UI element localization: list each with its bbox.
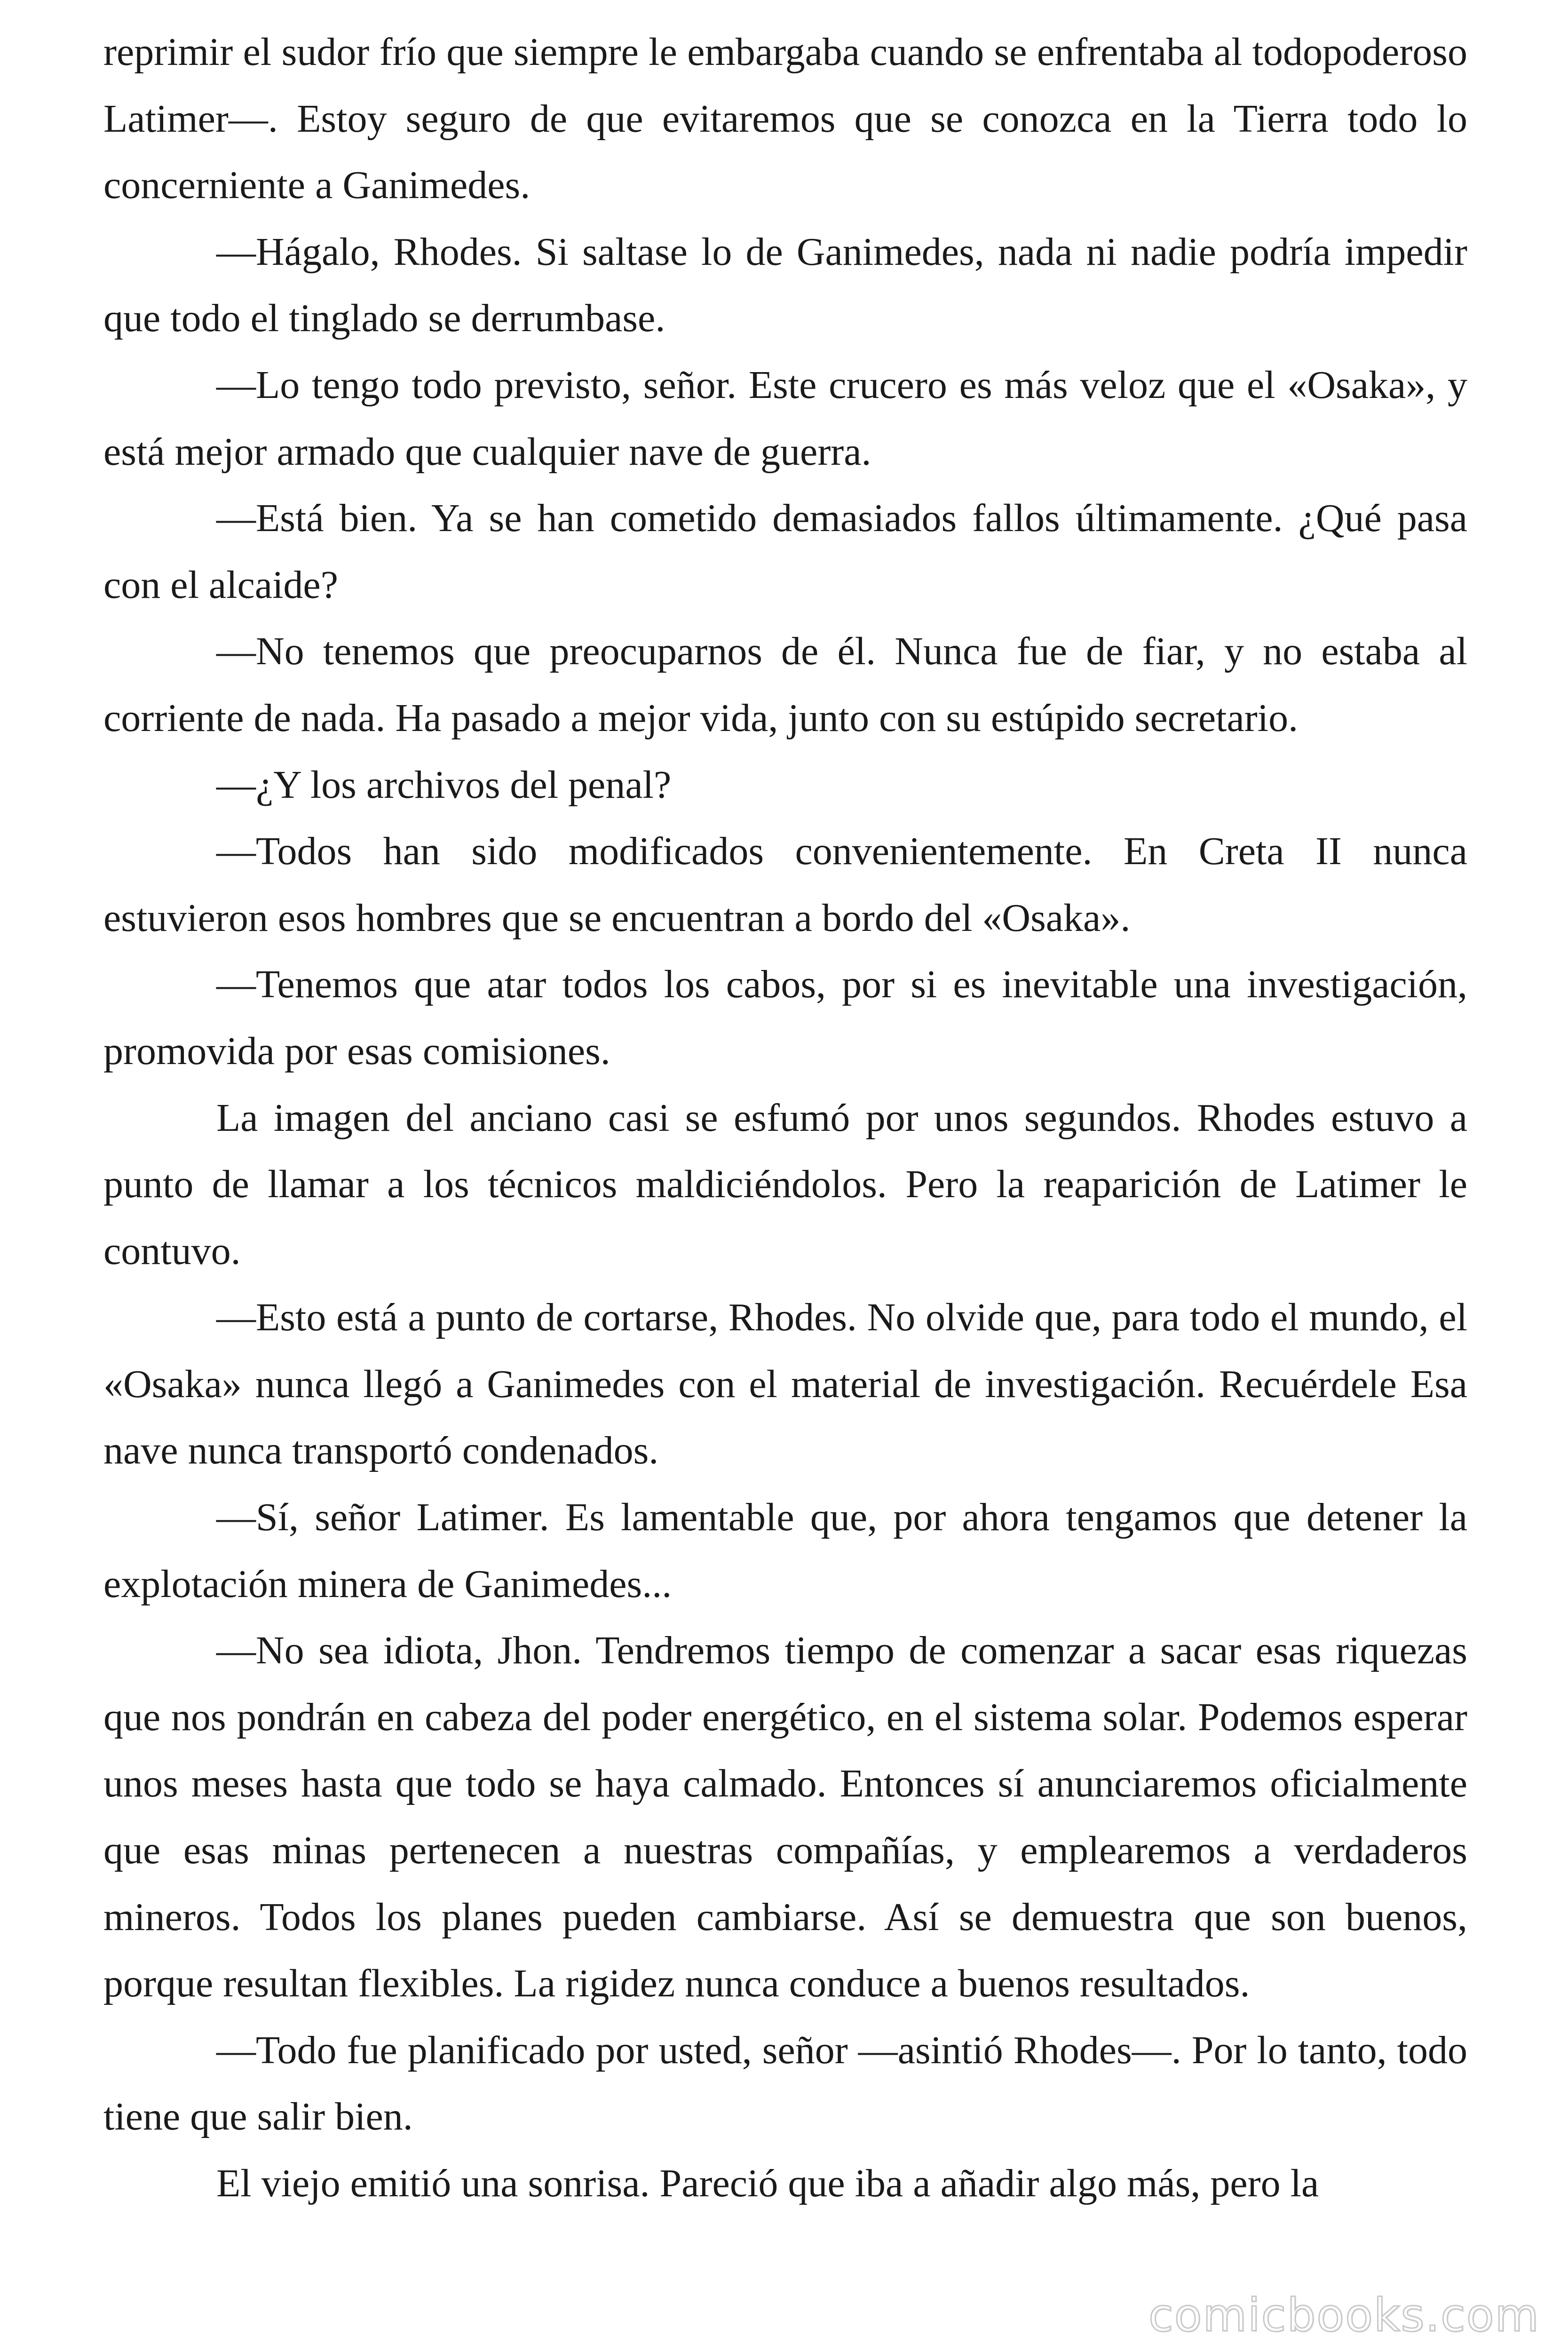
paragraph-9: La imagen del anciano casi se esfumó por unos segundos. Rhodes estuvo a punto de llamar a los técnicos maldiciéndolos. Pero la reaparición de Latimer le contuvo. <box>103 1096 1467 1273</box>
paragraph-10: —Esto está a punto de cortarse, Rhodes. No olvide que, para todo el mundo, el «Osaka» nunca llegó a Ganimedes con el material de investigación. Recuérdele Esa nave nunca transportó condenados. <box>103 1295 1467 1473</box>
paragraph-4: —Está bien. Ya se han cometido demasiados fallos últimamente. ¿Qué pasa con el alcaide? <box>103 496 1467 607</box>
paragraph-5: —No tenemos que preocuparnos de él. Nunca fue de fiar, y no estaba al corriente de nada. Ha pasado a mejor vida, junto con su estúpido secretario. <box>103 629 1467 740</box>
paragraph-3: —Lo tengo todo previsto, señor. Este crucero es más veloz que el «Osaka», y está mejor armado que cualquier nave de guerra. <box>103 363 1467 474</box>
paragraph-8: —Tenemos que atar todos los cabos, por si es inevitable una investigación, promovida por esas comisiones. <box>103 962 1467 1073</box>
document-page <box>103 19 1467 2217</box>
paragraph-1: reprimir el sudor frío que siempre le embargaba cuando se enfrentaba al todopoderoso Latimer—. Estoy seguro de que evitaremos que se conozca en la Tierra todo lo concerniente a Ganimedes. <box>103 30 1467 207</box>
watermark-text: comicbooks.com <box>1148 2289 1540 2342</box>
paragraph-13: —Todo fue planificado por usted, señor —asintió Rhodes—. Por lo tanto, todo tiene que salir bien. <box>103 2028 1467 2139</box>
paragraph-12: —No sea idiota, Jhon. Tendremos tiempo de comenzar a sacar esas riquezas que nos pondrán en cabeza del poder energético, en el sistema solar. Podemos esperar unos meses hasta que todo se haya calmado. Entonces sí anunciaremos oficialmente que esas minas pertenecen a nuestras compañías, y emplearemos a verdaderos mineros. Todos los planes pueden cambiarse. Así se demuestra que son buenos, porque resultan flexibles. La rigidez nunca conduce a buenos resultados. <box>103 1629 1467 2006</box>
paragraph-7: —Todos han sido modificados convenientemente. En Creta II nunca estuvieron esos hombres que se encuentran a bordo del «Osaka». <box>103 829 1467 940</box>
paragraph-6: —¿Y los archivos del penal? <box>216 763 672 807</box>
paragraph-2: —Hágalo, Rhodes. Si saltase lo de Ganimedes, nada ni nadie podría impedir que todo el tinglado se derrumbase. <box>103 230 1467 341</box>
paragraph-14: El viejo emitió una sonrisa. Pareció que iba a añadir algo más, pero la <box>216 2161 1319 2205</box>
paragraph-11: —Sí, señor Latimer. Es lamentable que, por ahora tengamos que detener la explotación minera de Ganimedes... <box>103 1495 1467 1606</box>
